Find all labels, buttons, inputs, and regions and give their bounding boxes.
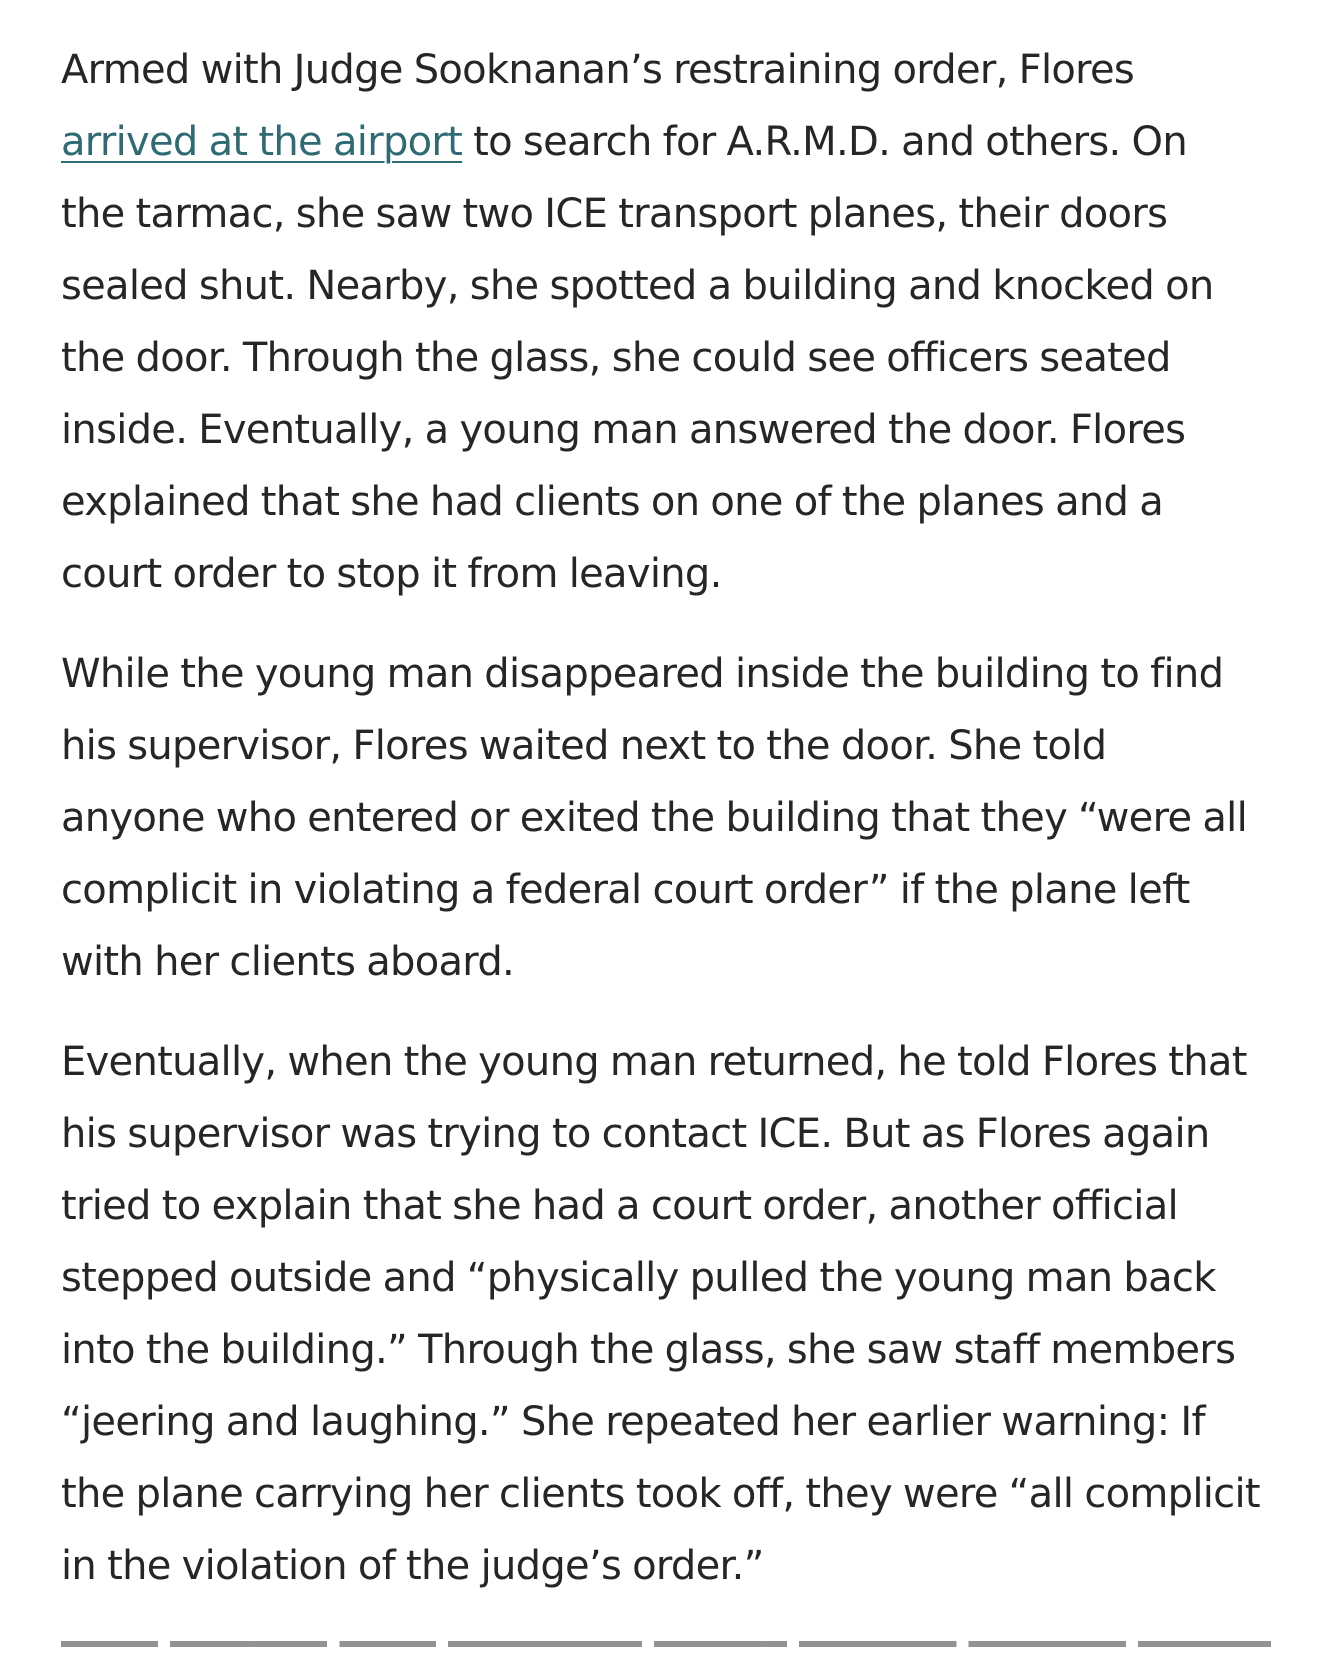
airport-arrival-link[interactable]: arrived at the airport [61, 119, 463, 165]
text-line: his supervisor was trying to contact ICE. But as Flores again [61, 1111, 1210, 1157]
paragraph-2 [61, 638, 1271, 998]
text-line: the tarmac, she saw two ICE transport planes, their doors [61, 191, 1168, 237]
text-line: “jeering and laughing.” She repeated her earlier warning: If [61, 1399, 1205, 1445]
text-line: in the violation of the judge’s order.” [61, 1543, 764, 1589]
text-line: his supervisor, Flores waited next to the door. She told [61, 723, 1107, 769]
text-line: inside. Eventually, a young man answered the door. Flores [61, 407, 1186, 453]
text-line: anyone who entered or exited the building that they “were all [61, 795, 1248, 841]
article-body [61, 34, 1271, 1630]
text-line: complicit in violating a federal court order” if the plane left [61, 867, 1190, 913]
cutoff-text-fragment [61, 1641, 1271, 1647]
text-line: the plane carrying her clients took off, they were “all complicit [61, 1471, 1260, 1517]
text-line: court order to stop it from leaving. [61, 551, 722, 597]
text-line [61, 106, 1271, 178]
text-line: into the building.” Through the glass, she saw staff members [61, 1327, 1236, 1373]
paragraph-3 [61, 1026, 1271, 1602]
text-line: Eventually, when the young man returned, he told Flores that [61, 1039, 1247, 1085]
text-line: explained that she had clients on one of the planes and a [61, 479, 1164, 525]
next-paragraph-cutoff [61, 1636, 1271, 1653]
text-line: sealed shut. Nearby, she spotted a building and knocked on [61, 263, 1214, 309]
text-line: Armed with Judge Sooknanan’s restraining order, Flores [61, 47, 1135, 93]
text-line: the door. Through the glass, she could see officers seated [61, 335, 1171, 381]
paragraph-1 [61, 34, 1271, 610]
text-line: with her clients aboard. [61, 939, 515, 985]
text-line: While the young man disappeared inside the building to find [61, 651, 1224, 697]
text-line: stepped outside and “physically pulled the young man back [61, 1255, 1216, 1301]
text-line-rest: to search for A.R.M.D. and others. On [462, 119, 1187, 165]
text-line: tried to explain that she had a court order, another official [61, 1183, 1178, 1229]
